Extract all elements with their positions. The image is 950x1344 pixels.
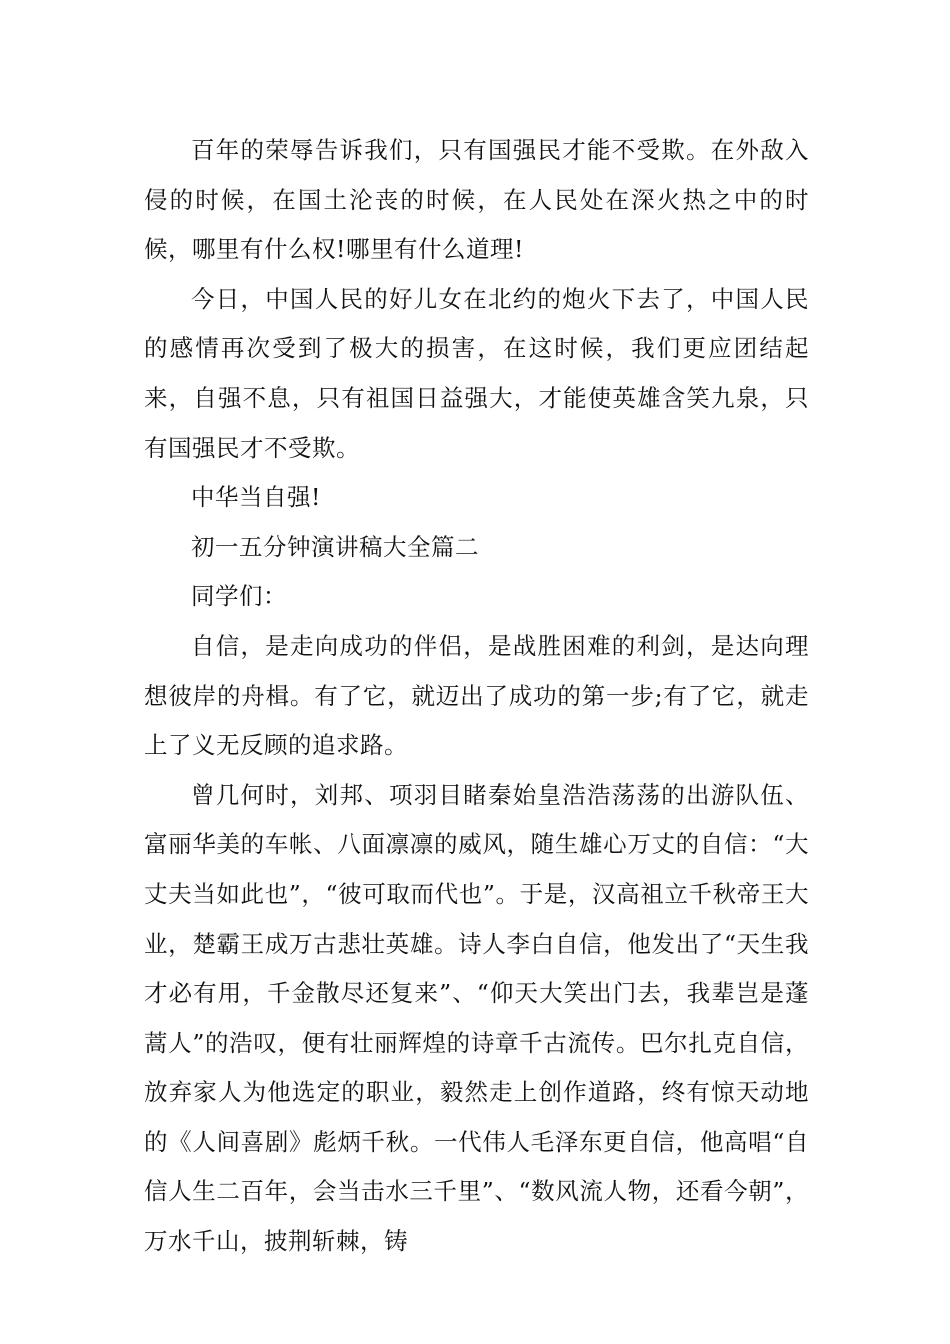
paragraph-greeting: 同学们： bbox=[191, 582, 287, 611]
paragraph-historical-examples: 曾几何时，刘邦、项羽目睹秦始皇浩浩荡荡的出游队伍、富丽华美的车帐、八面凛凛的威风，随生雄心万丈的自信：“大丈夫当如此也”，“彼可取而代也”。于是，汉高祖立千秋帝王大业，楚霸王成万古悲壮英雄。诗人李白自信，他发出了“天生我才必有用，千金散尽还复来”、“仰天大笑出门去，我辈岂是蓬蒿人”的浩叹，便有壮丽辉煌的诗章千古流传。巴尔扎克自信，放弃家人为他选定的职业，毅然走上创作道路，终有惊天动地的《人间喜剧》彪炳千秋。一代伟人毛泽东更自信，他高唱“自信人生二百年，会当击水三千里”、“数风流人物，还看今朝”，万水千山，披荆斩棘，铸 bbox=[144, 780, 809, 1256]
document-body bbox=[144, 126, 809, 1267]
section-heading-speech-two: 初一五分钟演讲稿大全篇二 bbox=[191, 532, 479, 561]
paragraph-china-strong: 中华当自强! bbox=[191, 483, 321, 512]
paragraph-national-humiliation: 百年的荣辱告诉我们，只有国强民才能不受欺。在外敌入侵的时候，在国土沦丧的时候，在人民处在深火热之中的时候，哪里有什么权!哪里有什么道理! bbox=[144, 136, 809, 264]
paragraph-confidence: 自信，是走向成功的伴侣，是战胜困难的利剑，是达向理想彼岸的舟楫。有了它，就迈出了成功的第一步;有了它，就走上了义无反顾的追求路。 bbox=[144, 631, 809, 760]
paragraph-nato-bombing: 今日，中国人民的好儿女在北约的炮火下去了，中国人民的感情再次受到了极大的损害，在这时候，我们更应团结起来，自强不息，只有祖国日益强大，才能使英雄含笑九泉，只有国强民才不受欺。 bbox=[144, 284, 809, 462]
